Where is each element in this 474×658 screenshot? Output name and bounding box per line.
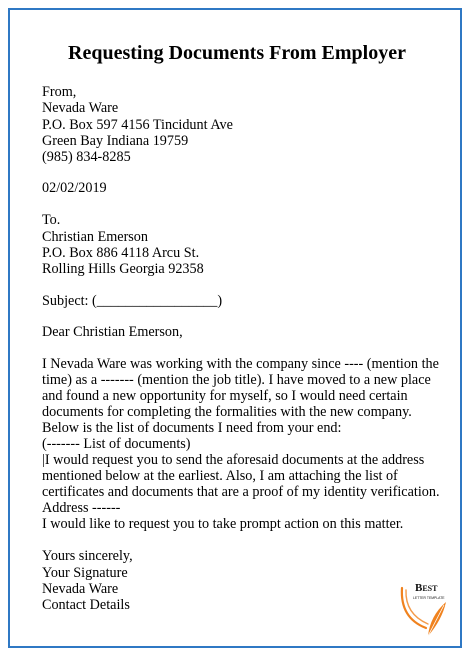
body-line: and found a new opportunity for myself, so I would need certain	[42, 388, 408, 404]
sender-name: Nevada Ware	[42, 100, 119, 116]
closing-phrase: Yours sincerely,	[42, 548, 133, 564]
body-line: time) as a ------- (mention the job title). I have moved to a new place	[42, 372, 431, 388]
logo-text-rest: EST	[422, 584, 438, 593]
recipient-address-line-1: P.O. Box 886 4118 Arcu St.	[42, 245, 200, 261]
greeting: Dear Christian Emerson,	[42, 324, 183, 340]
sender-address-line-2: Green Bay Indiana 19759	[42, 133, 189, 149]
body-line: I would like to request you to take prompt action on this matter.	[42, 516, 404, 532]
best-letter-template-logo	[398, 578, 458, 640]
from-label: From,	[42, 84, 77, 100]
body-line: (------- List of documents)	[42, 436, 191, 452]
signature-placeholder: Your Signature	[42, 565, 128, 581]
logo-text-initial: B	[415, 582, 423, 594]
signer-name: Nevada Ware	[42, 581, 119, 597]
to-label: To.	[42, 212, 61, 228]
body-line: mentioned below at the earliest. Also, I am attaching the list of	[42, 468, 398, 484]
sender-address-line-1: P.O. Box 597 4156 Tincidunt Ave	[42, 117, 233, 133]
letter-date: 02/02/2019	[42, 180, 107, 196]
svg-text:BEST	[415, 582, 438, 594]
body-line: Below is the list of documents I need from your end:	[42, 420, 342, 436]
logo-tagline: LETTER TEMPLATE	[413, 596, 445, 600]
body-line: |I would request you to send the aforesaid documents at the address	[42, 452, 425, 468]
recipient-name: Christian Emerson	[42, 229, 148, 245]
body-line: Address ------	[42, 500, 121, 516]
subject-line: Subject: (_________________)	[42, 293, 223, 309]
recipient-address-line-2: Rolling Hills Georgia 92358	[42, 261, 204, 277]
body-line: certificates and documents that are a proof of my identity verification.	[42, 484, 440, 500]
body-line: documents for completing the formalities with the new company.	[42, 404, 412, 420]
sender-phone: (985) 834-8285	[42, 149, 131, 165]
letter-title: Requesting Documents From Employer	[68, 42, 406, 64]
contact-details: Contact Details	[42, 597, 130, 613]
body-line: I Nevada Ware was working with the company since ---- (mention the	[42, 356, 439, 372]
